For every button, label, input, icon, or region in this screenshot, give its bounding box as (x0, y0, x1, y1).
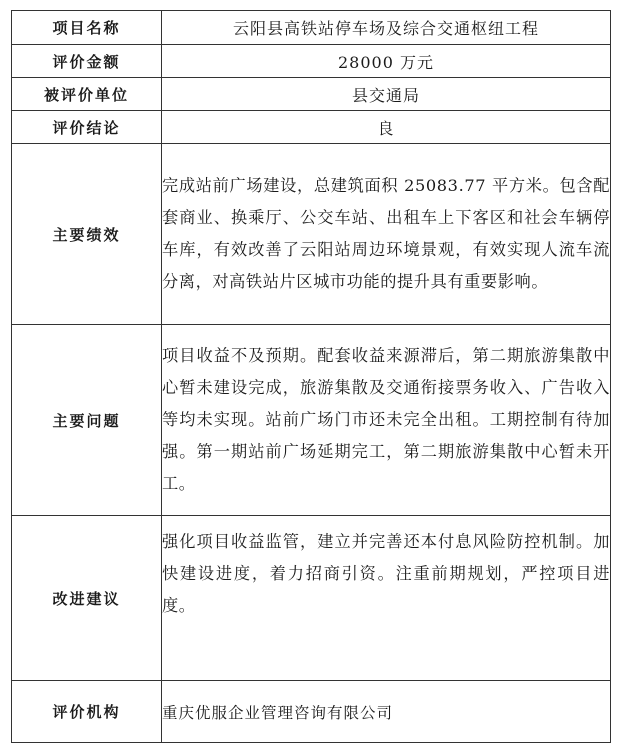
evaluation-amount-value: 28000 万元 (162, 45, 611, 78)
main-performance-text: 完成站前广场建设，总建筑面积 25083.77 平方米。包含配套商业、换乘厅、公交车站、出租车上下客区和社会车辆停车库，有效改善了云阳站周边环境景观，有效实现人流车流分离，对高铁站片区城市功能的提升具有重要影响。 (162, 144, 611, 325)
main-problems-label: 主要问题 (12, 325, 162, 516)
evaluation-amount-label: 评价金额 (12, 45, 162, 78)
row-evaluation-agency (12, 681, 611, 743)
main-problems-text: 项目收益不及预期。配套收益来源滞后，第二期旅游集散中心暂未建设完成，旅游集散及交通衔接票务收入、广告收入等均未实现。站前广场门市还未完全出租。工期控制有待加强。第一期站前广场延期完工，第二期旅游集散中心暂未开工。 (162, 325, 611, 516)
evaluated-unit-label: 被评价单位 (12, 78, 162, 111)
evaluation-conclusion-label: 评价结论 (12, 111, 162, 144)
row-evaluated-unit (12, 78, 611, 111)
row-main-performance (12, 144, 611, 325)
row-project-name (12, 11, 611, 45)
evaluation-agency-label: 评价机构 (12, 681, 162, 743)
evaluated-unit-value: 县交通局 (162, 78, 611, 111)
evaluation-agency-value: 重庆优服企业管理咨询有限公司 (162, 681, 611, 743)
row-evaluation-amount (12, 45, 611, 78)
evaluation-conclusion-value: 良 (162, 111, 611, 144)
row-main-problems (12, 325, 611, 516)
row-improvement-suggestions (12, 516, 611, 681)
row-evaluation-conclusion (12, 111, 611, 144)
evaluation-table (11, 10, 611, 743)
main-performance-label: 主要绩效 (12, 144, 162, 325)
project-name-value: 云阳县高铁站停车场及综合交通枢纽工程 (162, 11, 611, 45)
improvement-suggestions-label: 改进建议 (12, 516, 162, 681)
project-name-label: 项目名称 (12, 11, 162, 45)
improvement-suggestions-text: 强化项目收益监管，建立并完善还本付息风险防控机制。加快建设进度，着力招商引资。注重前期规划，严控项目进度。 (162, 516, 611, 681)
